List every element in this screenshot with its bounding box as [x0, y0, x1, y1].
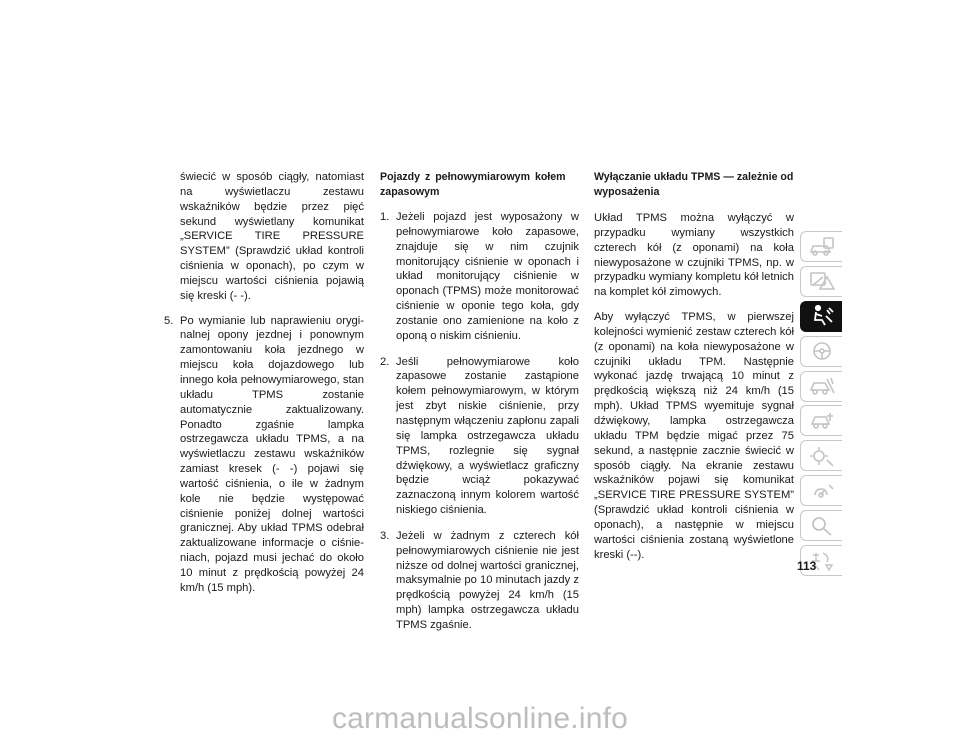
car-info-icon: [807, 235, 837, 259]
list-item-number: 5.: [164, 314, 174, 327]
tab-index[interactable]: [800, 510, 842, 541]
tab-dashboard-warning[interactable]: [800, 266, 842, 297]
left-column: [164, 170, 364, 607]
continuation-paragraph: świecić w sposób ciągły, natomiast na wyświetlaczu zestawu wskaźników będzie przez pięć sekund wyświetlany komunikat „SERVICE TIRE PRESSURE SYSTEM” (Sprawdzić układ kontroli ciśnienia w oponach), po czym w miejscu wartości ciśnienia pojawią się kreski (- -).: [180, 171, 364, 302]
index-search-icon: [807, 514, 837, 538]
car-emergency-icon: [807, 374, 837, 398]
maintenance-gear-icon: [807, 444, 837, 468]
specifications-icon: [807, 479, 837, 503]
steering-wheel-icon: [807, 339, 837, 363]
tab-car-info[interactable]: [800, 231, 842, 262]
seat-airbag-icon: [807, 304, 837, 328]
section-heading: Wyłączanie układu TPMS — zależnie od wyposażenia: [594, 171, 794, 198]
list-item-text: Jeżeli w żadnym z czterech kół pełnowymiarowych ciśnienie nie jest niższe od dolnej wartości granicznej, maksymalnie po 10 minutach jazdy z prędkością powyżej 24 km/h (15 mph) lampka ostrzegawcza układu TPMS zgaśnie.: [396, 529, 579, 631]
list-item: [164, 314, 364, 596]
list-item: [380, 210, 579, 344]
list-item-text: Po wymianie lub naprawieniu oryginalnej opony jezdnej i ponownym zamontowaniu koła jezdnego w miejscu koła dojazdowego lub innego koła pełnowymiarowego, stan układu TPMS zostanie automatycznie zaktualizowany. Ponadto zgaśnie lampka ostrzegawcza układu TPMS, a na wyświetlaczu zestawu wskaźników zamiast kresek (- -) pojawi się wartość ciśnienia, o ile w żadnym kole nie będzie występować ciśnienie poniżej dolnej wartości granicznej. Aby układ TPMS odebrał zaktualizowane informacje o ciśnieniach, pojazd musi jechać do około 10 minut z prędkością powyżej 24 km/h (15 mph).: [180, 314, 364, 594]
list-item-number: 1.: [380, 211, 390, 223]
list-item-number: 3.: [380, 529, 390, 542]
chapter-tabs: [800, 231, 842, 580]
tab-car-service[interactable]: [800, 405, 842, 436]
list-item: [380, 529, 579, 633]
dashboard-warning-icon: [807, 269, 837, 293]
section-heading: Pojazdy z pełnowymiarowym kołem zapasowym: [380, 171, 566, 198]
watermark: carmanualsonline.info: [331, 702, 629, 735]
list-item-number: 2.: [380, 355, 390, 368]
page-number: 113: [797, 559, 817, 573]
car-service-icon: [807, 409, 837, 433]
tab-car-emergency[interactable]: [800, 371, 842, 402]
list-item-text: Jeśli pełnowymiarowe koło zapasowe zostanie zastąpione kołem pełnowymiarowym, w którym jest zbyt niskie ciśnienie, przy następnym włączeniu zapłonu zapali się lampka ostrzegawcza układu TPMS, rozlegnie się sygnał dźwiękowy, a wyświetlacz graficzny będzie wciąż pokazywać zaznaczoną innym kolorem wartość niskiego ciśnienia.: [396, 355, 579, 517]
list-item: [380, 355, 579, 518]
middle-column: [380, 170, 579, 644]
tab-specifications[interactable]: [800, 475, 842, 506]
paragraph: Układ TPMS można wyłączyć w przypadku wymiany wszystkich czterech kół (z oponami) na koła niewyposażone w czujniki TPMS, np. w przypadku wymiany kompletu kół letnich na komplet kół zimowych.: [594, 212, 794, 299]
right-column: [594, 170, 794, 572]
tab-steering-wheel[interactable]: [800, 336, 842, 367]
tab-maintenance[interactable]: [800, 440, 842, 471]
tab-seat-airbag[interactable]: [800, 301, 842, 332]
paragraph: Aby wyłączyć TPMS, w pierwszej kolejności wymienić zestaw czterech kół (z oponami) na koła niewyposażone w czujniki układu TPM. Następnie wykonać jazdę trwającą 10 minut z prędkością większą niż 24 km/h (15 mph). Układ TPMS wyemituje sygnał dźwiękowy, lampka ostrzegawcza układu TPM będzie migać przez 75 sekund, a następnie zacznie świecić w sposób ciągły. Na ekranie zestawu wskaźników pojawi się komunikat „SERVICE TIRE PRESSURE SYSTEM” (Sprawdzić układ kontroli ciśnienia w oponach), a następnie w miejscu wartości ciśnienia zostaną wyświetlone kreski (--).: [594, 311, 794, 561]
list-item-text: Jeżeli pojazd jest wyposażony w pełnowymiarowe koło zapasowe, znajduje się w nim czujnik monitorujący ciśnienie w oponach i układ monitorujący ciśnienie w oponach (TPMS) może monitorować ciśnienie w oponie tego koła, gdy zostanie ono zamienione na koło z oponą o niskim ciśnieniu.: [396, 211, 579, 342]
